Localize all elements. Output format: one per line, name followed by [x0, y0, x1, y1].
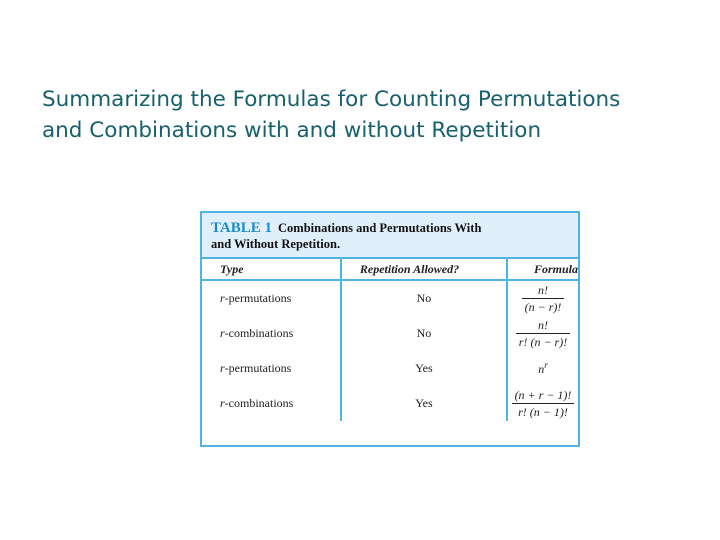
repetition-cell: No	[341, 316, 507, 351]
type-cell: r-permutations	[202, 351, 341, 386]
repetition-cell: No	[341, 280, 507, 316]
slide-title-line-1: Summarizing the Formulas for Counting Permutations	[42, 87, 621, 112]
table-row	[202, 351, 578, 386]
header-type: Type	[202, 259, 341, 280]
table-caption	[202, 213, 578, 259]
formula-cell: $n^r$	[538, 360, 548, 376]
formulas-table	[200, 211, 580, 447]
table-grid	[202, 259, 578, 421]
repetition-cell: Yes	[341, 386, 507, 421]
type-cell: r-permutations	[202, 280, 341, 316]
table-label: TABLE 1	[211, 220, 272, 236]
repetition-cell: Yes	[341, 351, 507, 386]
table-row	[202, 280, 578, 316]
formula-cell: $\frac{n!}{(n - r)!}$	[507, 280, 578, 316]
slide-title-line-2: and Combinations with and without Repetition	[42, 118, 542, 143]
table-caption-line-2: and Without Repetition.	[211, 237, 341, 251]
slide-title	[42, 84, 702, 146]
type-cell: r-combinations	[202, 316, 341, 351]
table-header-row	[202, 259, 578, 280]
table-row	[202, 386, 578, 421]
header-formula: Formula	[507, 259, 578, 280]
type-cell: r-combinations	[202, 386, 341, 421]
table-caption-line-1: Combinations and Permutations With	[278, 221, 482, 235]
table-row	[202, 316, 578, 351]
formula-cell: $\frac{(n + r - 1)!}{r! (n - 1)!}$	[507, 386, 578, 421]
header-repetition: Repetition Allowed?	[341, 259, 507, 280]
formula-cell: $\frac{n!}{r! (n - r)!}$	[507, 316, 578, 351]
